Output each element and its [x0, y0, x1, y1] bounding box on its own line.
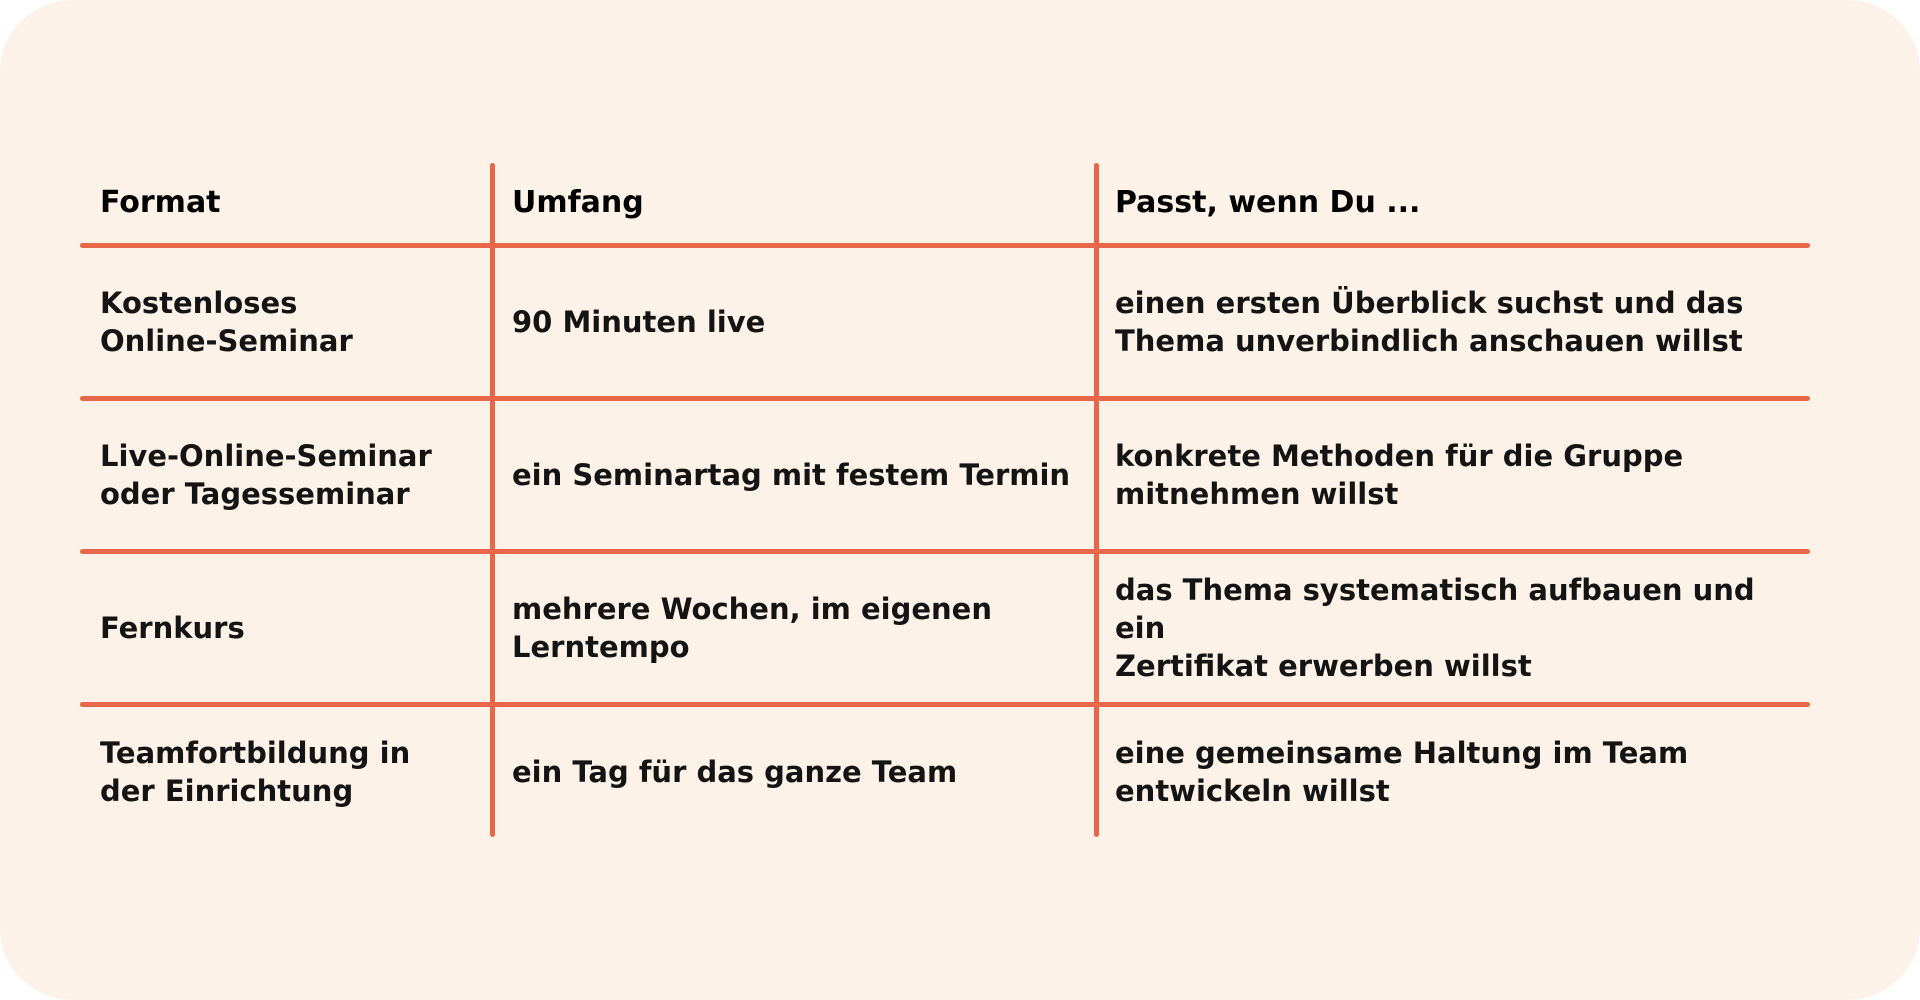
comparison-table: [80, 163, 1810, 837]
row-3-passt: das Thema systematisch aufbauen und ein Zertifikat erwerben willst: [1115, 573, 1755, 683]
row-3-format: Fernkurs: [100, 611, 245, 645]
row-4-umfang: ein Tag für das ganze Team: [512, 755, 958, 789]
row-2-passt: konkrete Methoden für die Gruppe mitnehmen willst: [1115, 439, 1684, 511]
row-4-format: Teamfortbildung in der Einrichtung: [100, 736, 411, 808]
row-1-format: Kostenloses Online-Seminar: [100, 286, 353, 358]
header-passt: Passt, wenn Du ...: [1115, 185, 1421, 220]
row-4-passt: eine gemeinsame Haltung im Team entwickeln willst: [1115, 736, 1689, 808]
header-format: Format: [100, 185, 221, 220]
header-umfang: Umfang: [512, 185, 644, 220]
row-1-umfang: 90 Minuten live: [512, 305, 766, 339]
row-2-format: Live-Online-Seminar oder Tagesseminar: [100, 439, 432, 511]
column-divider-2: [1094, 163, 1099, 837]
row-2-umfang: ein Seminartag mit festem Termin: [512, 458, 1071, 492]
row-3-umfang: mehrere Wochen, im eigenen Lerntempo: [512, 592, 992, 664]
column-divider-1: [490, 163, 495, 837]
row-1-passt: einen ersten Überblick suchst und das Thema unverbindlich anschauen willst: [1115, 286, 1744, 358]
